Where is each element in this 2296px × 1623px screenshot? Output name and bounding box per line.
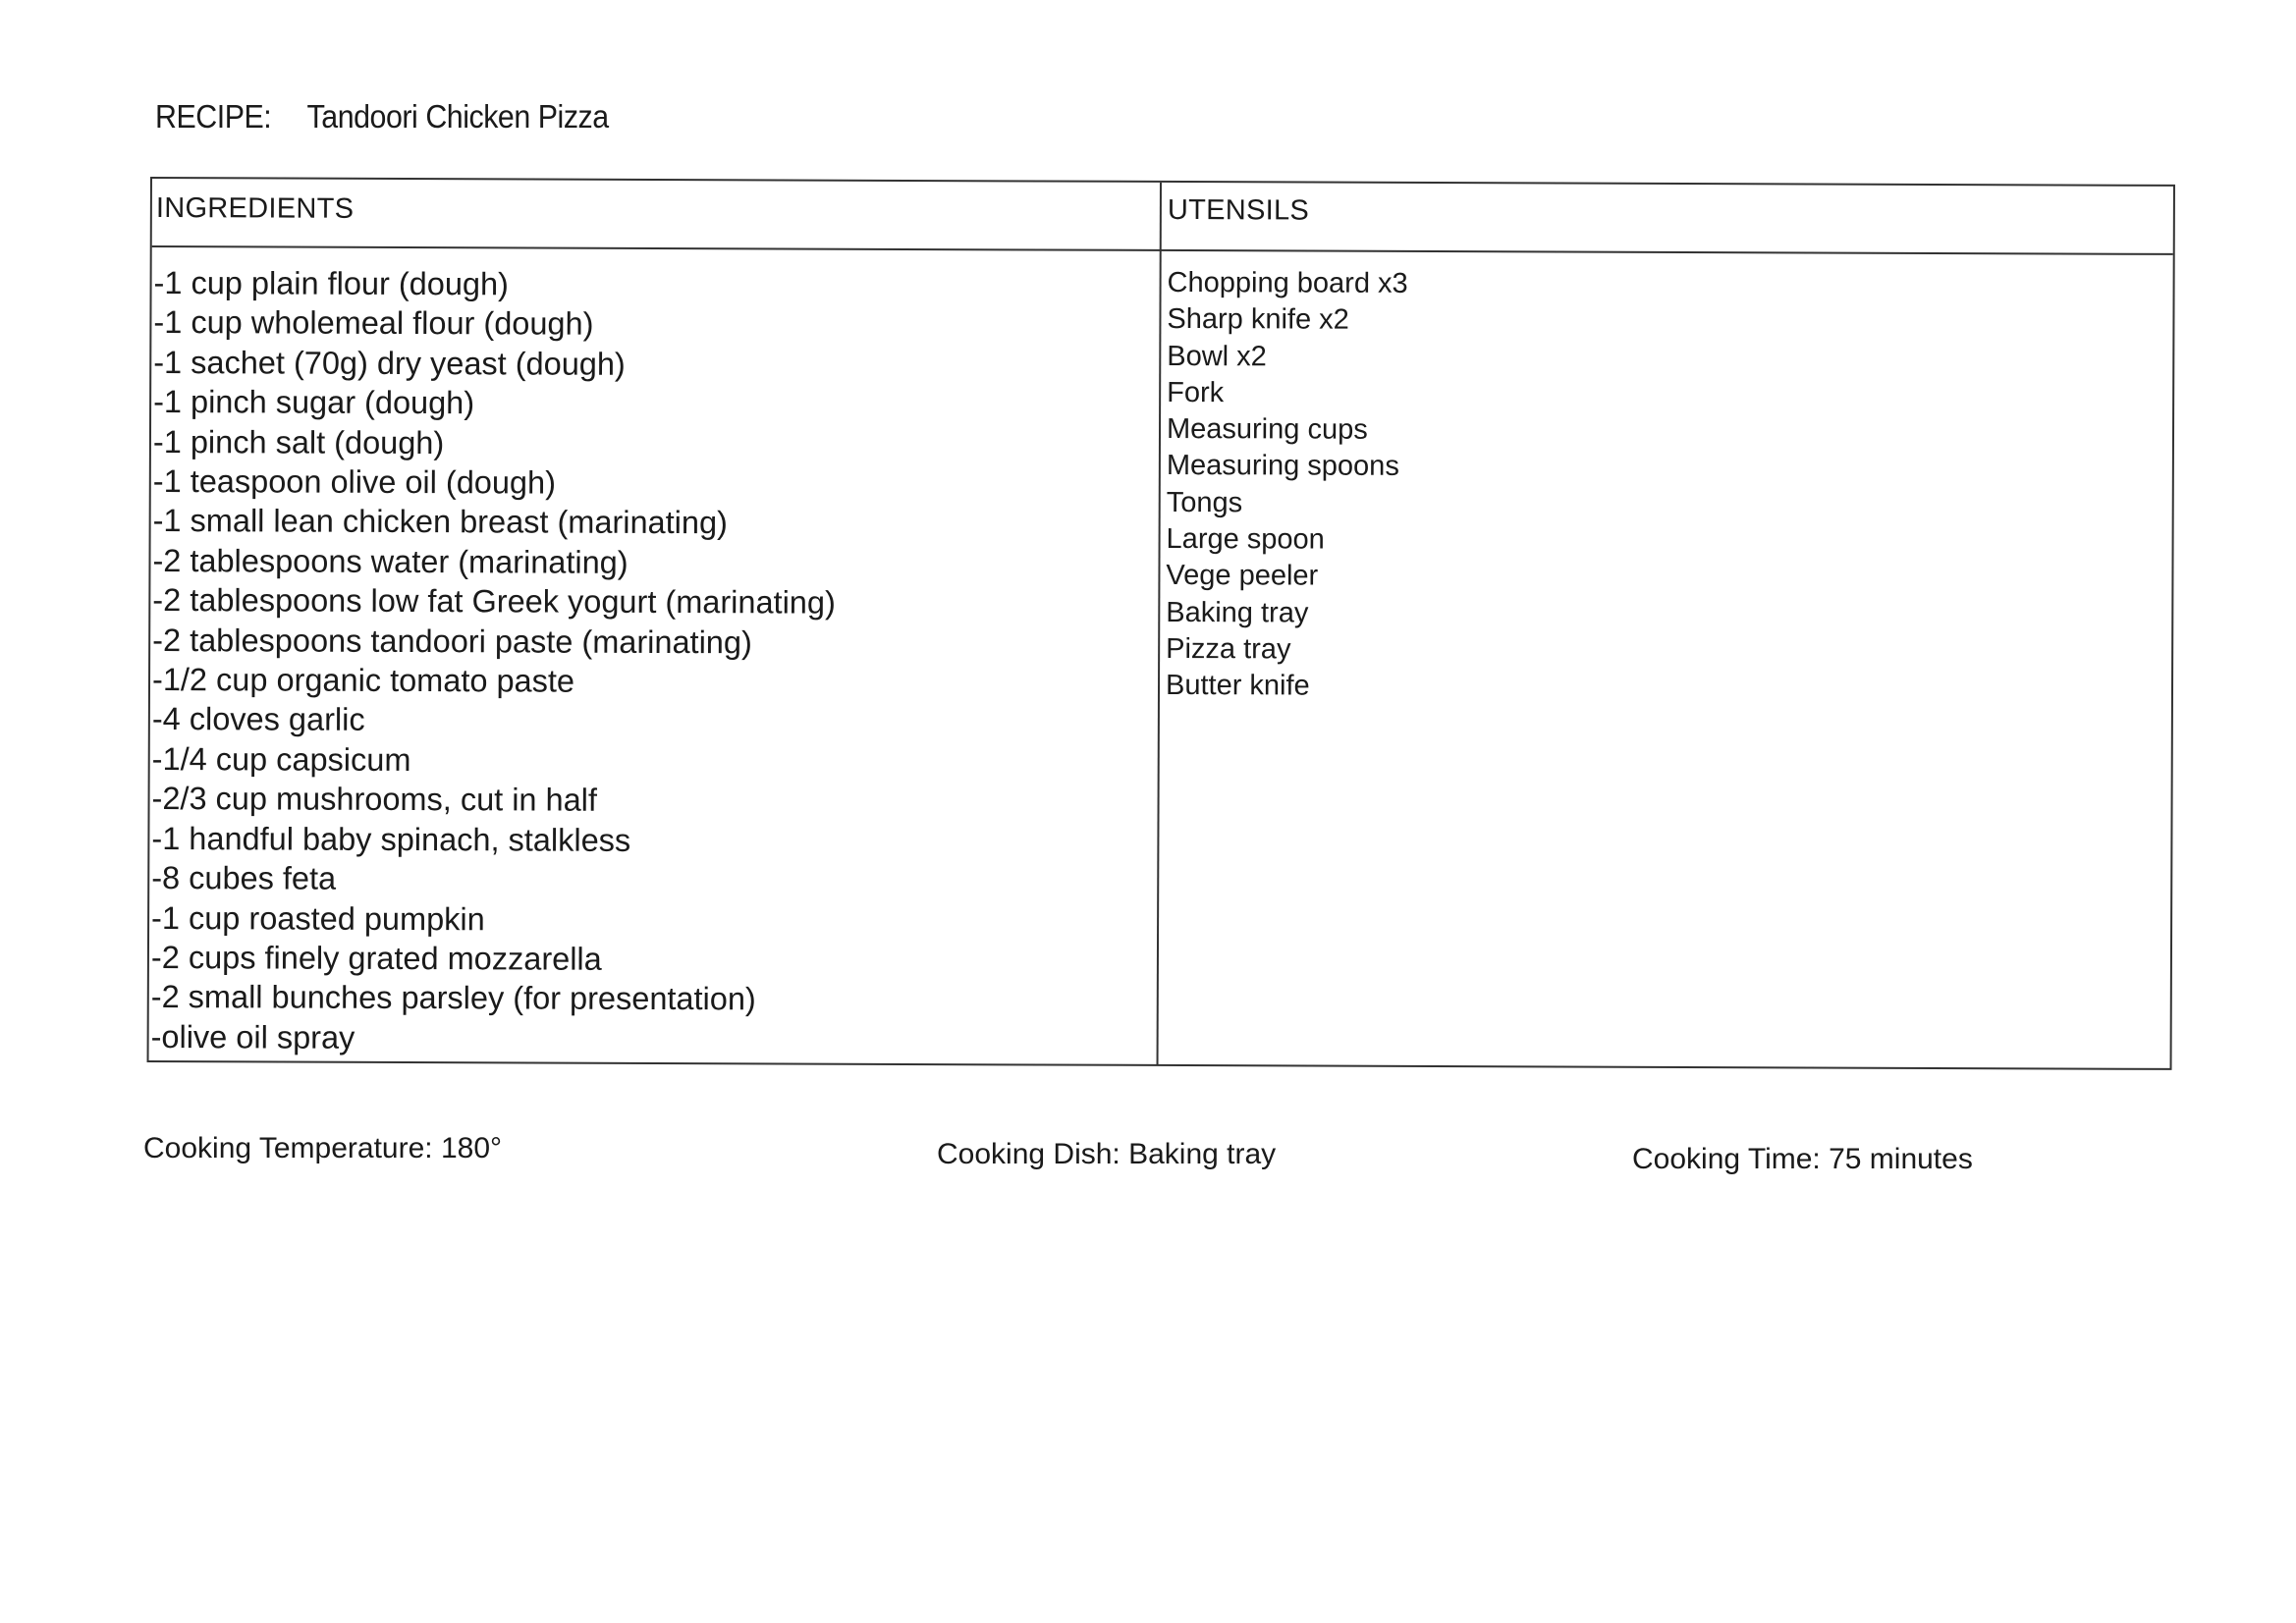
recipe-table <box>147 177 2175 1070</box>
recipe-heading <box>155 98 609 135</box>
ingredient-item: -1 cup roasted pumpkin <box>151 899 485 937</box>
utensil-item: Sharp knife x2 <box>1167 303 1349 336</box>
ingredient-item: -1 pinch sugar (dough) <box>153 384 475 421</box>
ingredients-header: INGREDIENTS <box>155 192 355 225</box>
ingredient-item: -1 pinch salt (dough) <box>152 423 445 460</box>
ingredient-item: -1 handful baby spinach, stalkless <box>151 820 631 858</box>
ingredient-item: -2 tablespoons water (marinating) <box>152 542 629 580</box>
ingredient-item: -8 cubes feta <box>151 860 337 896</box>
ingredient-item: -2 tablespoons tandoori paste (marinating) <box>152 622 752 661</box>
utensil-item: Pizza tray <box>1166 632 1291 666</box>
ingredient-item: -2 tablespoons low fat Greek yogurt (marinating) <box>152 582 836 621</box>
cooking-time: Cooking Time: 75 minutes <box>1632 1143 1973 1175</box>
table-header-row <box>152 179 2173 255</box>
ingredient-item: -2 small bunches parsley (for presentation) <box>150 979 756 1017</box>
utensil-item: Measuring cups <box>1166 413 1368 446</box>
ingredient-item: -1/2 cup organic tomato paste <box>151 662 575 699</box>
ingredient-item: -1/4 cup capsicum <box>151 740 411 778</box>
ingredient-item: -4 cloves garlic <box>151 701 365 738</box>
utensil-item: Fork <box>1167 376 1225 409</box>
recipe-label: RECIPE: <box>155 98 272 135</box>
ingredient-item: -2 cups finely grated mozzarella <box>150 939 602 977</box>
utensil-item: Baking tray <box>1166 596 1309 629</box>
utensils-header: UTENSILS <box>1167 193 1310 227</box>
cooking-dish: Cooking Dish: Baking tray <box>937 1138 1277 1170</box>
utensil-item: Tongs <box>1166 486 1243 519</box>
utensil-list <box>1166 265 1408 706</box>
ingredient-item: -1 teaspoon olive oil (dough) <box>152 463 557 501</box>
cooking-temperature: Cooking Temperature: 180° <box>143 1132 502 1164</box>
ingredient-item: -1 sachet (70g) dry yeast (dough) <box>153 344 626 382</box>
recipe-name: Tandoori Chicken Pizza <box>306 98 609 135</box>
utensil-item: Bowl x2 <box>1167 340 1267 372</box>
ingredient-item: -1 cup wholemeal flour (dough) <box>153 304 594 343</box>
ingredient-item: -olive oil spray <box>150 1018 355 1055</box>
utensil-item: Vege peeler <box>1166 560 1319 592</box>
utensil-item: Large spoon <box>1166 523 1325 556</box>
column-divider <box>1157 183 1162 1064</box>
ingredient-item: -1 small lean chicken breast (marinating) <box>152 503 728 541</box>
utensil-item: Butter knife <box>1165 670 1310 702</box>
utensil-item: Chopping board x3 <box>1167 266 1408 299</box>
ingredient-item: -1 cup plain flour (dough) <box>153 265 509 302</box>
ingredient-list <box>151 263 838 1059</box>
ingredient-item: -2/3 cup mushrooms, cut in half <box>151 781 598 819</box>
utensil-item: Measuring spoons <box>1166 450 1399 483</box>
